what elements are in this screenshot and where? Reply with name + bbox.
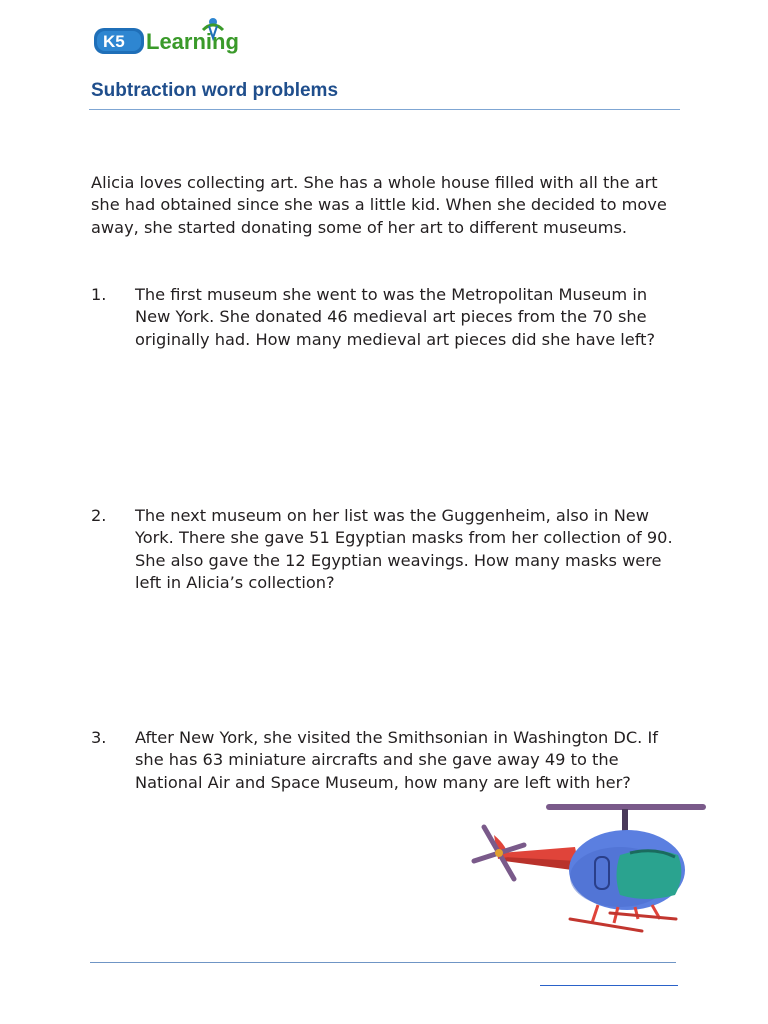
- question-number: 2.: [91, 506, 107, 525]
- intro-paragraph: Alicia loves collecting art. She has a whole house filled with all the art she had obtained since she was a little kid. When she decided to move away, she started donating some of her art to different museums.: [91, 173, 667, 237]
- question-number: 1.: [91, 285, 107, 304]
- page-title: Subtraction word problems: [91, 80, 339, 101]
- footer-link[interactable]: [540, 985, 678, 986]
- question-text: After New York, she visited the Smithsonian in Washington DC. If she has 63 miniature aircrafts and she gave away 49 to the National Air and Space Museum, how many are left with her?: [135, 728, 658, 792]
- footer-divider: [90, 962, 676, 963]
- k5-learning-logo: [93, 16, 263, 60]
- logo-word-text: Learning: [146, 29, 239, 54]
- helicopter-icon: [470, 795, 710, 935]
- title-divider: [89, 109, 680, 110]
- question-text: The first museum she went to was the Metropolitan Museum in New York. She donated 46 medieval art pieces from the 70 she originally had. How many medieval art pieces did she have left?: [135, 285, 656, 349]
- logo-k5-text: K5: [103, 32, 125, 51]
- question-number: 3.: [91, 728, 107, 747]
- question-text: The next museum on her list was the Guggenheim, also in New York. There she gave 51 Egyptian masks from her collection of 90. She also gave the 12 Egyptian weavings. How many masks were left in Alicia’s collection?: [135, 506, 673, 593]
